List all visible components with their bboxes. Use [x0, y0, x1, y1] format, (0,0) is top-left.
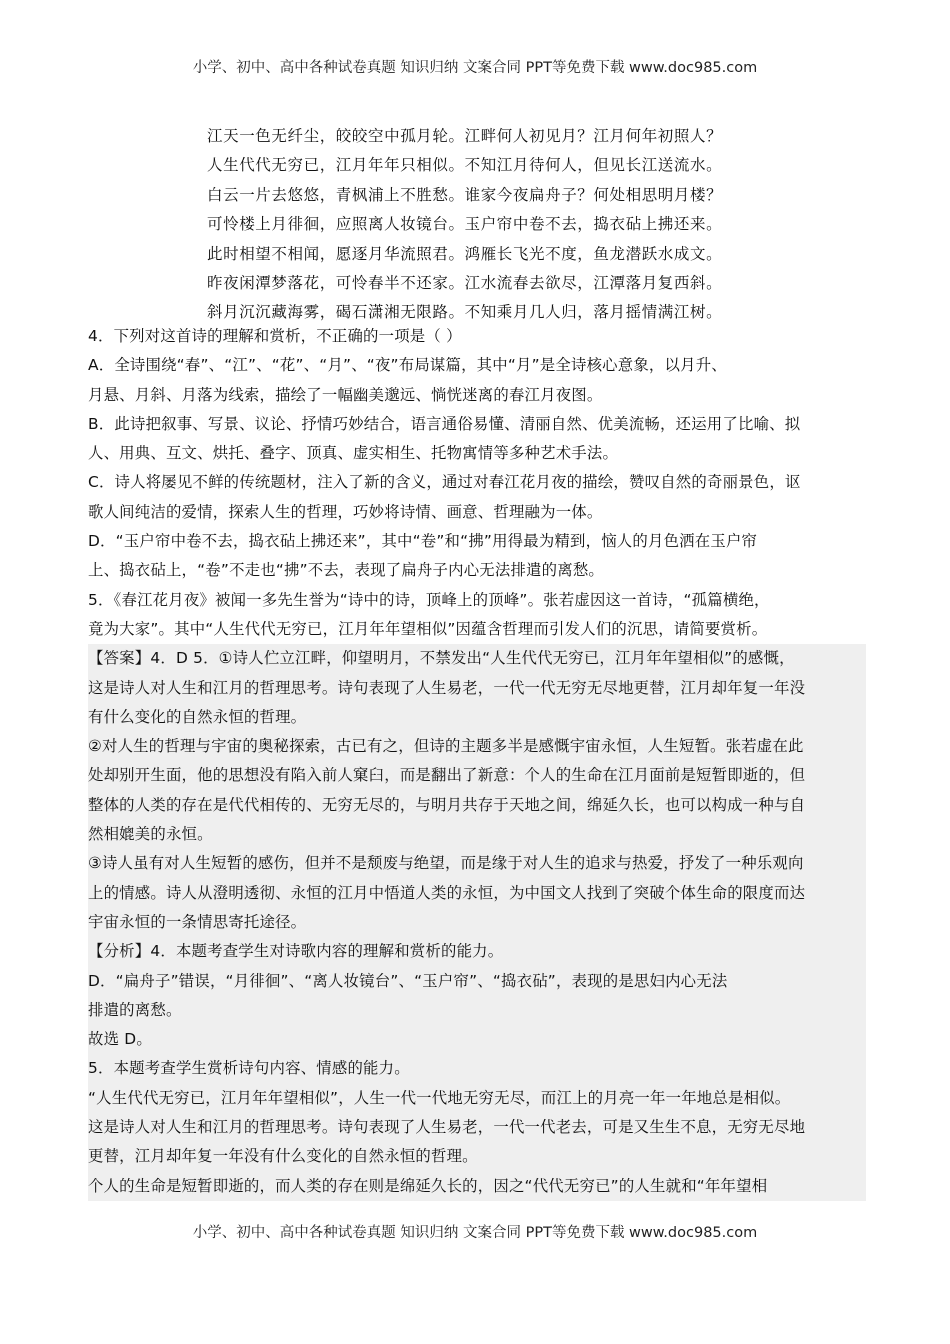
analysis-line: 5．本题考查学生赏析诗句内容、情感的能力。	[88, 1059, 410, 1078]
answer-line: 上的情感。诗人从澄明透彻、永恒的江月中悟道人类的永恒，为中国文人找到了突破个体生命的限度而达	[88, 883, 806, 902]
poem-line: 白云一片去悠悠，青枫浦上不胜愁。谁家今夜扁舟子？何处相思明月楼？	[207, 185, 723, 204]
option-c: C．诗人将屡见不鲜的传统题材，注入了新的含义，通过对春江花月夜的描绘，赞叹自然的奇丽景色，讴	[88, 473, 801, 492]
analysis-line: 【分析】4．本题考查学生对诗歌内容的理解和赏析的能力。	[88, 942, 504, 961]
analysis-line: 排遣的离愁。	[88, 1000, 182, 1019]
option-a: A．全诗围绕“春”、“江”、“花”、“月”、“夜”布局谋篇，其中“月”是全诗核心意象，以月升、	[88, 356, 727, 375]
option-b: B．此诗把叙事、写景、议论、抒情巧妙结合，语言通俗易懂、清丽自然、优美流畅，还运用了比喻、拟	[88, 414, 801, 433]
poem-line: 斜月沉沉藏海雾，碣石潇湘无限路。不知乘月几人归，落月摇情满江树。	[207, 303, 723, 322]
question-body	[88, 322, 866, 1201]
question-5-stem-cont: 竟为大家”。其中“人生代代无穷已，江月年年望相似”因蕴含哲理而引发人们的沉思，请简要赏析。	[88, 619, 768, 638]
analysis-line: 个人的生命是短暂即逝的，而人类的存在则是绵延久长的，因之“代代无穷已”的人生就和“年年望相	[88, 1176, 768, 1195]
analysis-line: 这是诗人对人生和江月的哲理思考。诗句表现了人生易老，一代一代老去，可是又生生不息，无穷无尽地	[88, 1118, 806, 1137]
answer-line: 有什么变化的自然永恒的哲理。	[88, 707, 307, 726]
poem-line: 江天一色无纤尘，皎皎空中孤月轮。江畔何人初见月？江月何年初照人？	[207, 127, 723, 145]
option-d: D．“玉户帘中卷不去，捣衣砧上拂还来”，其中“卷”和“拂”用得最为精到，恼人的月色洒在玉户帘	[88, 532, 758, 551]
poem-line: 昨夜闲潭梦落花，可怜春半不还家。江水流春去欲尽，江潭落月复西斜。	[207, 273, 723, 292]
option-d-cont: 上、捣衣砧上，“卷”不走也“拂”不去，表现了扁舟子内心无法排遣的离愁。	[88, 561, 605, 580]
header-banner: 小学、初中、高中各种试卷真题 知识归纳 文案合同 PPT等免费下载 www.doc985.com	[192, 60, 758, 76]
answer-line: 然相媲美的永恒。	[88, 825, 213, 844]
poem-line: 可怜楼上月徘徊，应照离人妆镜台。玉户帘中卷不去，捣衣砧上拂还来。	[207, 215, 723, 234]
option-c-cont: 歌人间纯洁的爱情，探索人生的哲理，巧妙将诗情、画意、哲理融为一体。	[88, 502, 603, 521]
footer-banner: 小学、初中、高中各种试卷真题 知识归纳 文案合同 PPT等免费下载 www.doc985.com	[192, 1225, 758, 1241]
poem-line: 此时相望不相闻，愿逐月华流照君。鸿雁长飞光不度，鱼龙潜跃水成文。	[207, 244, 723, 263]
poem-block	[207, 122, 747, 328]
option-a-cont: 月悬、月斜、月落为线索，描绘了一幅幽美邈远、惝恍迷离的春江月夜图。	[88, 385, 603, 404]
analysis-line: 更替，江月却年复一年没有什么变化的自然永恒的哲理。	[88, 1147, 478, 1166]
answer-line: ③诗人虽有对人生短暂的感伤，但并不是颓废与绝望，而是缘于对人生的追求与热爱，抒发了一种乐观向	[88, 854, 804, 873]
analysis-line: D．“扁舟子”错误，“月徘徊”、“离人妆镜台”、“玉户帘”、“捣衣砧”，表现的是思妇内心无法	[88, 971, 728, 990]
answer-block	[88, 644, 866, 1201]
answer-line: 宇宙永恒的一条情思寄托途径。	[88, 912, 307, 931]
answer-line: 这是诗人对人生和江月的哲理思考。诗句表现了人生易老，一代一代无穷无尽地更替，江月却年复一年没	[88, 678, 806, 697]
analysis-line: “人生代代无穷已，江月年年望相似”，人生一代一代地无穷无尽，而江上的月亮一年一年地总是相似。	[88, 1088, 791, 1107]
option-b-cont: 人、用典、互文、烘托、叠字、顶真、虚实相生、托物寓情等多种艺术手法。	[88, 444, 619, 463]
answer-line: 处却别开生面，他的思想没有陷入前人窠臼，而是翻出了新意：个人的生命在江月面前是短暂即逝的，但	[88, 766, 806, 785]
analysis-line: 故选 D。	[88, 1030, 152, 1049]
answer-line: 整体的人类的存在是代代相传的、无穷无尽的，与明月共存于天地之间，绵延久长，也可以构成一种与自	[88, 795, 806, 814]
question-4-stem: 4．下列对这首诗的理解和赏析，不正确的一项是（ ）	[88, 327, 462, 345]
answer-line: 【答案】4．D 5．①诗人伫立江畔，仰望明月，不禁发出“人生代代无穷已，江月年年望相似”的感慨，	[88, 649, 795, 668]
poem-line: 人生代代无穷已，江月年年只相似。不知江月待何人，但见长江送流水。	[207, 156, 723, 175]
answer-line: ②对人生的哲理与宇宙的奥秘探索，古已有之，但诗的主题多半是感慨宇宙永恒，人生短暂。张若虚在此	[88, 737, 804, 756]
question-5-stem: 5．《春江花月夜》被闻一多先生誉为“诗中的诗，顶峰上的顶峰”。张若虚因这一首诗，“孤篇横绝，	[88, 590, 770, 609]
